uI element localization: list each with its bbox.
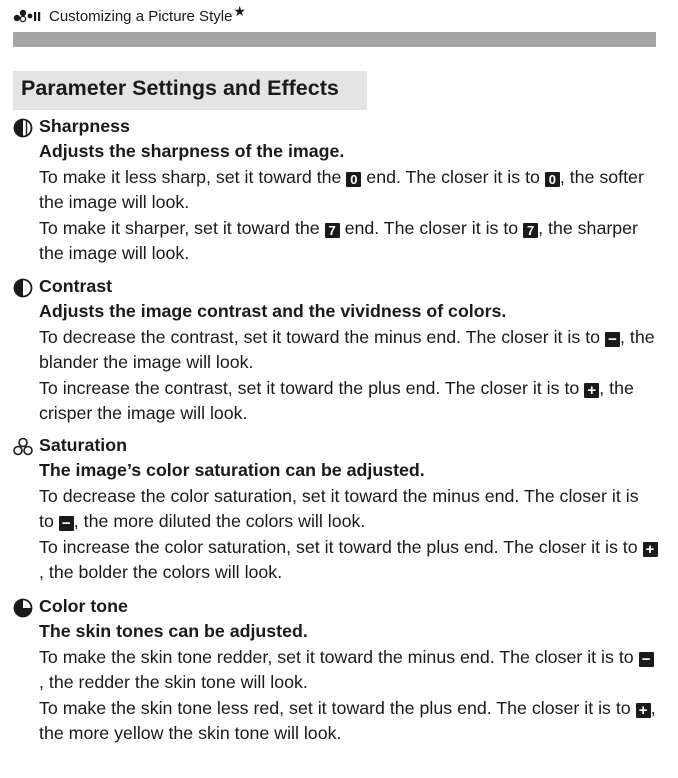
contrast-icon	[13, 278, 33, 298]
minus-tag-icon: −	[605, 332, 620, 347]
color-tone-section	[13, 594, 658, 746]
section-title: Parameter Settings and Effects	[21, 76, 339, 100]
header-rule	[13, 32, 656, 47]
zero-tag-icon: 0	[346, 172, 361, 187]
picture-style-icon	[13, 9, 43, 23]
header-title: Customizing a Picture Style	[49, 7, 233, 25]
seven-tag-icon: 7	[325, 223, 340, 238]
saturation-section	[13, 433, 658, 585]
param-subtitle: Adjusts the image contrast and the vividness of colors.	[39, 301, 507, 322]
seven-tag-icon: 7	[523, 223, 538, 238]
zero-tag-icon: 0	[545, 172, 560, 187]
param-subtitle: Adjusts the sharpness of the image.	[39, 141, 345, 162]
minus-tag-icon: −	[59, 516, 74, 531]
sharpness-section	[13, 114, 658, 266]
sharpness-icon	[13, 118, 33, 138]
param-description: To make it sharper, set it toward the 7 end. The closer it is to 7 , the sharper the image will look.	[39, 217, 638, 264]
star-mark: ★	[233, 2, 246, 19]
param-name: Saturation	[39, 435, 127, 455]
param-name: Contrast	[39, 276, 113, 296]
param-description: To increase the color saturation, set it toward the plus end. The closer it is to +, the bolder the colors will look.	[39, 535, 658, 586]
param-description: To make the skin tone less red, set it toward the plus end. The closer it is to + , the more yellow the skin tone will look.	[39, 697, 656, 744]
plus-tag-icon: +	[584, 383, 599, 398]
plus-tag-icon: +	[636, 703, 651, 718]
param-subtitle: The image’s color saturation can be adjusted.	[39, 460, 425, 481]
plus-tag-icon: +	[643, 542, 658, 557]
section-title-box	[13, 71, 367, 110]
param-name: Color tone	[39, 596, 128, 616]
color-tone-icon	[13, 598, 33, 618]
minus-tag-icon: −	[639, 652, 654, 667]
param-description: To decrease the contrast, set it toward the minus end. The closer it is to − , the blander the image will look.	[39, 326, 655, 373]
param-subtitle: The skin tones can be adjusted.	[39, 621, 308, 642]
param-description: To make the skin tone redder, set it toward the minus end. The closer it is to −, the redder the skin tone will look.	[39, 645, 658, 696]
param-description: To increase the contrast, set it toward the plus end. The closer it is to + , the crisper the image will look.	[39, 377, 634, 424]
page-header	[13, 2, 246, 26]
contrast-section	[13, 274, 658, 426]
param-name: Sharpness	[39, 116, 130, 136]
saturation-icon	[13, 437, 33, 457]
param-description: To decrease the color saturation, set it toward the minus end. The closer it is to − , the more diluted the colors will look.	[39, 485, 639, 533]
param-description: To make it less sharp, set it toward the 0 end. The closer it is to 0 , the softer the image will look.	[39, 166, 644, 213]
